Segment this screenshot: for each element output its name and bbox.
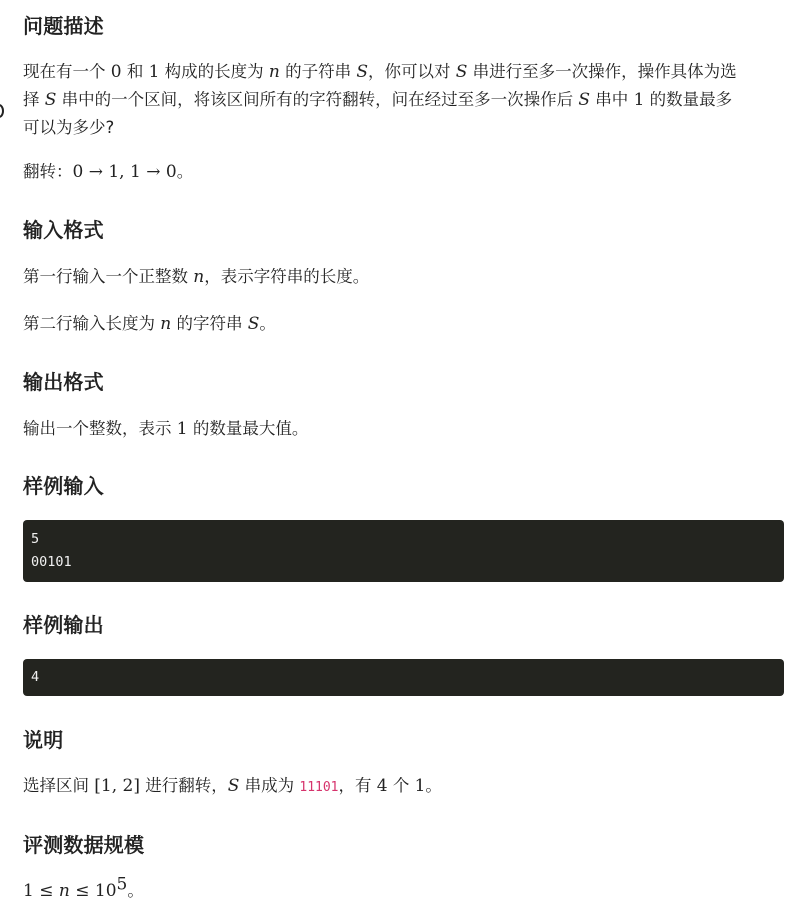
sample-output-block[interactable] [23, 659, 784, 696]
input-format-line-2: 第二行输入长度为 n 的字符串 S。 [23, 314, 276, 334]
output-format-line: 输出一个整数，表示 1 的数量最大值。 [23, 419, 309, 439]
sample-input-code[interactable]: 5 00101 [23, 520, 784, 582]
input-format-section [23, 216, 784, 244]
flip-rule-expression: 0 → 1, 1 → 0 [72, 162, 177, 182]
problem-description-section [23, 12, 784, 40]
sample-output-code[interactable]: 4 [23, 659, 784, 696]
section-heading-problem: 问题描述 [23, 14, 104, 38]
sample-input-section [23, 472, 784, 500]
flip-rule-line [23, 158, 784, 186]
output-format-section [23, 368, 784, 396]
section-heading-sample-input: 样例输入 [23, 474, 104, 498]
constraints-section [23, 831, 784, 859]
interval-expression: [1, 2] [94, 776, 140, 796]
problem-description-text [23, 58, 784, 142]
section-heading-input-format: 输入格式 [23, 218, 104, 242]
section-heading-explanation: 说明 [23, 728, 64, 752]
explanation-section [23, 726, 784, 754]
constraints-line [23, 874, 784, 905]
section-heading-sample-output: 样例输出 [23, 613, 104, 637]
explanation-line: 选择区间 [1, 2] 进行翻转，S 串成为 11101，有 4 个 1。 [23, 776, 442, 796]
section-heading-output-format: 输出格式 [23, 370, 104, 394]
problem-paragraph-1: 现在有一个 0 和 1 构成的长度为 n 的子符串 S，你可以对 S 串进行至多一次操作，操作具体为选 择 S 串中的一个区间，将该区间所有的字符翻转，问在经过至多一次操作后 S 串中 1 的数量最多 可以为多少? [23, 62, 737, 137]
sample-input-block[interactable] [23, 520, 784, 582]
input-format-line-1: 第一行输入一个正整数 n，表示字符串的长度。 [23, 267, 370, 287]
sample-output-section [23, 611, 784, 639]
inline-code-result: 11101 [299, 780, 339, 795]
flip-rule-text: 翻转：0 → 1, 1 → 0。 [23, 162, 194, 182]
constraints-expression: $1 \le n \le 10^5$。 [23, 874, 144, 901]
section-heading-constraints: 评测数据规模 [23, 833, 145, 857]
edge-bracket-mark [0, 104, 4, 118]
